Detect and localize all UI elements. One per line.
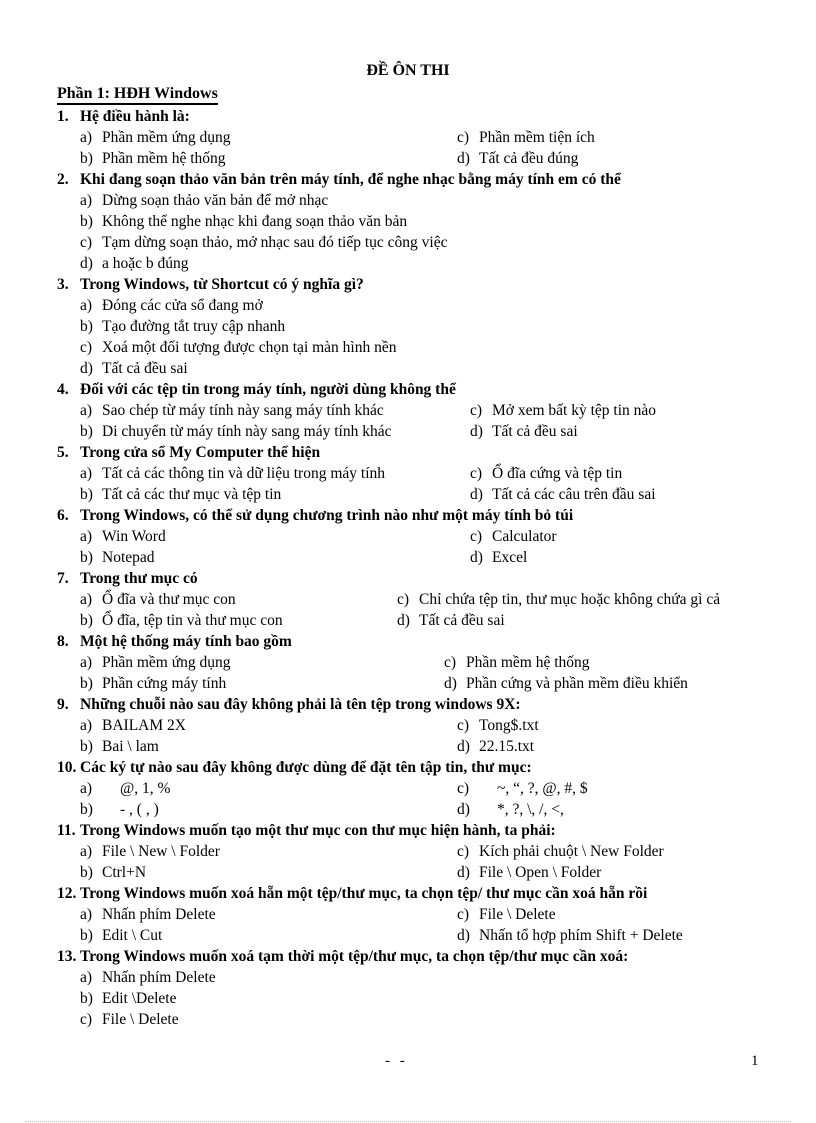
option-row [57,253,762,274]
option-text: Nhấn phím Delete [102,906,216,923]
question-text: Hệ điều hành là: [80,108,190,125]
answer-option [444,673,688,694]
answer-option [457,127,595,148]
option-row [57,715,762,736]
option-label: d) [470,486,483,503]
option-row [57,862,762,883]
question-text: Trong Windows muốn xoá tạm thời một tệp/thư mục, ta chọn tệp/thư mục cần xoá: [80,948,629,965]
option-label: a) [80,969,93,986]
option-row [57,778,762,799]
option-label: a) [80,654,93,671]
option-text: Mở xem bất kỳ tệp tin nào [492,402,657,419]
option-text: Excel [492,549,528,566]
question-heading [57,883,762,904]
option-label: b) [80,612,93,629]
answer-option [80,652,231,673]
option-row [57,190,762,211]
question-heading [57,757,762,778]
question-text: Những chuỗi nào sau đây không phải là tên tệp trong windows 9X: [80,696,521,713]
question-number: 11. [57,822,76,839]
option-text: File \ Open \ Folder [479,864,602,881]
option-label: a) [80,402,93,419]
question-text: Các ký tự nào sau đây không được dùng để đặt tên tập tin, thư mục: [80,759,532,776]
option-label: a) [80,591,93,608]
option-row [57,526,762,547]
question-text: Trong Windows muốn tạo một thư mục con thư mục hiện hành, ta phải: [80,822,556,839]
question-number: 9. [57,696,69,713]
answer-option [80,337,397,358]
question-number: 5. [57,444,69,461]
option-text: Nhấn phím Delete [102,969,216,986]
option-text: Kích phải chuột \ New Folder [479,843,664,860]
option-label: c) [397,591,410,608]
option-label: a) [80,192,93,209]
question-text: Trong thư mục có [80,570,198,587]
answer-option [80,841,220,862]
option-text: Tất cả đều sai [492,423,578,440]
option-row [57,673,762,694]
option-text: Tạm dừng soạn thảo, mở nhạc sau đó tiếp tục công việc [102,234,448,251]
answer-option [457,862,601,883]
option-row [57,295,762,316]
option-text: Phần cứng máy tính [102,675,227,692]
option-row [57,736,762,757]
option-text: Ổ đĩa và thư mục con [102,591,236,608]
question-heading [57,946,762,967]
option-row [57,400,762,421]
question-heading [57,820,762,841]
option-label: c) [80,234,93,251]
option-label: b) [80,864,93,881]
option-text: File \ New \ Folder [102,843,220,860]
option-row [57,316,762,337]
option-text: Tất cả các câu trên đầu sai [492,486,656,503]
question-heading [57,442,762,463]
answer-option [80,148,226,169]
option-label: d) [470,549,483,566]
option-text: Ổ đĩa cứng và tệp tin [492,465,623,482]
option-row [57,610,762,631]
option-text: Phần mềm hệ thống [102,150,226,167]
question-heading [57,631,762,652]
option-text: Tất cả đều sai [102,360,188,377]
option-text: Chỉ chứa tệp tin, thư mục hoặc không chứa gì cả [419,591,721,608]
answer-option [457,841,664,862]
option-text: File \ Delete [102,1011,179,1028]
answer-option [80,295,263,316]
answer-option [457,736,534,757]
option-label: a) [80,780,93,797]
option-row [57,967,762,988]
option-text: Notepad [102,549,155,566]
question-number: 7. [57,570,69,587]
answer-option [80,547,155,568]
option-label: d) [80,255,93,272]
option-text: Tất cả đều sai [419,612,505,629]
option-label: b) [80,318,93,335]
option-text: Tạo đường tắt truy cập nhanh [102,318,286,335]
answer-option [80,967,216,988]
answer-option [470,526,557,547]
option-text: - , ( , ) [120,801,159,818]
option-label: a) [80,843,93,860]
option-row [57,484,762,505]
option-text: Tất cả đều đúng [479,150,579,167]
answer-option [457,904,556,925]
answer-option [470,484,656,505]
option-text: *, ?, \, /, <, [497,801,564,818]
option-label: d) [80,360,93,377]
answer-option [80,232,447,253]
question-number: 3. [57,276,69,293]
question-text: Đối với các tệp tin trong máy tính, người dùng không thể [80,381,456,398]
option-label: c) [470,465,483,482]
section-heading: Phần 1: HĐH Windows [57,85,218,105]
option-label: b) [80,213,93,230]
question-text: Một hệ thống máy tính bao gồm [80,633,292,650]
option-text: Tong$.txt [479,717,539,734]
answer-option [80,316,285,337]
option-row [57,652,762,673]
answer-option [80,484,281,505]
option-row [57,925,762,946]
answer-option [470,463,622,484]
page-boundary [25,1121,791,1122]
option-text: Phần mềm tiện ích [479,129,595,146]
question-heading [57,274,762,295]
answer-option [457,715,539,736]
option-label: c) [470,528,483,545]
document-title: ĐỀ ÔN THI [366,62,450,79]
option-text: Không thể nghe nhạc khi đang soạn thảo văn bản [102,213,408,230]
answer-option [80,778,170,799]
option-text: Edit \ Cut [102,927,163,944]
option-text: Edit \Delete [102,990,177,1007]
option-label: a) [80,717,93,734]
answer-option [80,610,283,631]
option-text: Xoá một đối tượng được chọn tại màn hình nền [102,339,397,356]
option-text: Bai \ lam [102,738,159,755]
option-label: a) [80,129,93,146]
option-text: File \ Delete [479,906,556,923]
option-label: c) [444,654,457,671]
option-text: BAILAM 2X [102,717,186,734]
option-text: a hoặc b đúng [102,255,189,272]
option-text: Ctrl+N [102,864,147,881]
answer-option [470,547,527,568]
question-text: Trong Windows, có thể sử dụng chương trình nào như một máy tính bỏ túi [80,507,574,524]
option-row [57,799,762,820]
answer-option [444,652,590,673]
footer-center: - - [385,1053,408,1069]
option-label: b) [80,801,93,818]
option-label: c) [80,1011,93,1028]
question-number: 6. [57,507,69,524]
answer-option [80,589,236,610]
option-label: c) [457,906,470,923]
option-label: d) [457,150,470,167]
answer-option [80,904,216,925]
answer-option [80,673,226,694]
option-text: Tất cả các thông tin và dữ liệu trong máy tính [102,465,386,482]
answer-option [80,526,166,547]
question-number: 2. [57,171,69,188]
question-text: Trong cửa sổ My Computer thể hiện [80,444,321,461]
answer-option [80,211,407,232]
answer-option [397,610,505,631]
option-text: Calculator [492,528,557,545]
option-row [57,841,762,862]
option-label: d) [457,927,470,944]
answer-option [457,148,578,169]
question-heading [57,568,762,589]
option-row [57,337,762,358]
question-heading [57,694,762,715]
option-label: b) [80,675,93,692]
option-row [57,463,762,484]
answer-option [80,715,186,736]
option-row [57,232,762,253]
question-number: 4. [57,381,69,398]
answer-option [80,925,162,946]
option-text: @, 1, % [120,780,171,797]
option-label: c) [457,717,470,734]
option-label: d) [457,801,470,818]
question-text: Trong Windows muốn xoá hẵn một tệp/thư mục, ta chọn tệp/ thư mục cần xoá hẵn rồi [80,885,648,902]
option-row [57,1009,762,1030]
option-label: d) [470,423,483,440]
answer-option [80,799,159,820]
answer-option [80,862,146,883]
option-label: c) [457,780,470,797]
option-row [57,358,762,379]
option-label: d) [397,612,410,629]
answer-option [80,421,392,442]
answer-option [80,1009,179,1030]
answer-option [80,400,384,421]
question-number: 10. [57,759,77,776]
answer-option [80,127,231,148]
question-text: Khi đang soạn thảo văn bản trên máy tính, để nghe nhạc bằng máy tính em có thể [80,171,621,188]
answer-option [80,463,385,484]
option-text: Đóng các cửa sổ đang mở [102,297,263,314]
question-heading [57,505,762,526]
question-text: Trong Windows, từ Shortcut có ý nghĩa gì? [80,276,364,293]
option-row [57,127,762,148]
option-label: b) [80,423,93,440]
option-text: ~, “, ?, @, #, $ [497,780,588,797]
option-text: Di chuyển từ máy tính này sang máy tính khác [102,423,392,440]
option-text: Phần mềm ứng dụng [102,654,231,671]
option-text: Nhấn tổ hợp phím Shift + Delete [479,927,683,944]
option-text: Win Word [102,528,166,545]
question-number: 8. [57,633,69,650]
question-number: 1. [57,108,69,125]
option-label: c) [470,402,483,419]
option-row [57,211,762,232]
option-label: d) [444,675,457,692]
option-text: 22.15.txt [479,738,535,755]
question-heading [57,106,762,127]
option-label: b) [80,486,93,503]
question-number: 12. [57,885,77,902]
option-row [57,148,762,169]
option-label: b) [80,738,93,755]
answer-option [457,778,588,799]
question-number: 13. [57,948,77,965]
option-label: b) [80,990,93,1007]
option-label: a) [80,528,93,545]
option-row [57,421,762,442]
option-label: b) [80,927,93,944]
option-label: d) [457,864,470,881]
page-number: 1 [751,1053,759,1069]
option-row [57,547,762,568]
option-label: d) [457,738,470,755]
option-text: Phần cứng và phần mềm điều khiển [466,675,688,692]
option-label: b) [80,549,93,566]
answer-option [80,988,176,1009]
option-label: a) [80,465,93,482]
option-label: b) [80,150,93,167]
question-heading [57,379,762,400]
option-row [57,904,762,925]
option-label: c) [80,339,93,356]
option-label: c) [457,843,470,860]
answer-option [80,358,188,379]
answer-option [457,925,683,946]
option-text: Phần mềm hệ thống [466,654,590,671]
option-text: Sao chép từ máy tính này sang máy tính khác [102,402,384,419]
answer-option [80,190,328,211]
answer-option [397,589,720,610]
option-text: Ổ đĩa, tệp tin và thư mục con [102,612,283,629]
option-row [57,988,762,1009]
question-heading [57,169,762,190]
option-label: c) [457,129,470,146]
option-label: a) [80,906,93,923]
option-label: a) [80,297,93,314]
option-row [57,589,762,610]
option-text: Dừng soạn thảo văn bản để mở nhạc [102,192,329,209]
answer-option [470,400,656,421]
answer-option [80,736,159,757]
answer-option [457,799,564,820]
answer-option [470,421,578,442]
answer-option [80,253,189,274]
question-list [57,106,762,1030]
option-text: Tất cả các thư mục và tệp tin [102,486,282,503]
option-text: Phần mềm ứng dụng [102,129,231,146]
